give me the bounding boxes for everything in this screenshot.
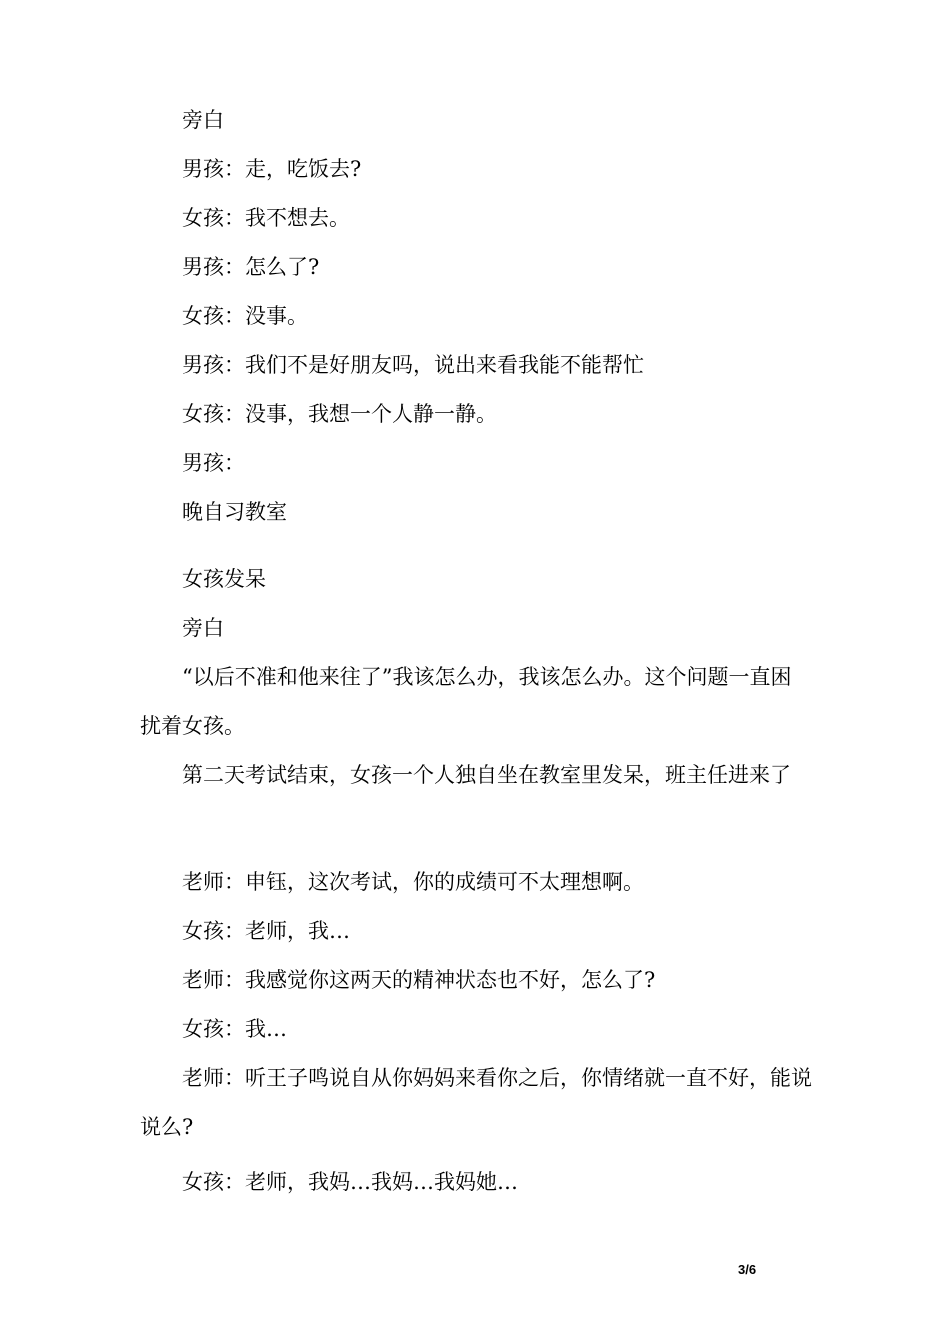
paragraph-boy-line-4: 男孩： xyxy=(182,451,245,475)
paragraph-girl-line-4: 女孩：老师，我… xyxy=(182,919,350,943)
paragraph-narrator-1: 旁白 xyxy=(182,108,224,132)
paragraph-girl-daze: 女孩发呆 xyxy=(182,567,266,591)
paragraph-narration-text: “以后不准和他来往了”我该怎么办，我该怎么办。这个问题一直困扰着女孩。 xyxy=(140,665,792,738)
paragraph-girl-line-3: 女孩：没事，我想一个人静一静。 xyxy=(182,402,497,426)
paragraph-girl-line-1: 女孩：我不想去。 xyxy=(182,206,350,230)
paragraph-girl-line-6: 女孩：老师，我妈…我妈…我妈她… xyxy=(182,1170,518,1194)
paragraph-next-day: 第二天考试结束，女孩一个人独自坐在教室里发呆，班主任进来了 xyxy=(182,763,791,787)
paragraph-girl-line-2: 女孩：没事。 xyxy=(182,304,308,328)
paragraph-girl-line-5: 女孩：我… xyxy=(182,1017,287,1041)
paragraph-teacher-line-1: 老师：申钰，这次考试，你的成绩可不太理想啊。 xyxy=(182,870,644,894)
paragraph-boy-line-1: 男孩：走，吃饭去? xyxy=(182,157,362,181)
paragraph-narrator-2: 旁白 xyxy=(182,616,224,640)
paragraph-scene-classroom: 晚自习教室 xyxy=(182,500,287,524)
paragraph-boy-line-3: 男孩：我们不是好朋友吗，说出来看我能不能帮忙 xyxy=(182,353,644,377)
page-number: 3/6 xyxy=(738,1262,757,1277)
paragraph-boy-line-2: 男孩：怎么了? xyxy=(182,255,320,279)
paragraph-teacher-line-3: 老师：听王子鸣说自从你妈妈来看你之后，你情绪就一直不好，能说说么? xyxy=(140,1066,812,1139)
paragraph-teacher-line-2: 老师：我感觉你这两天的精神状态也不好，怎么了? xyxy=(182,968,656,992)
